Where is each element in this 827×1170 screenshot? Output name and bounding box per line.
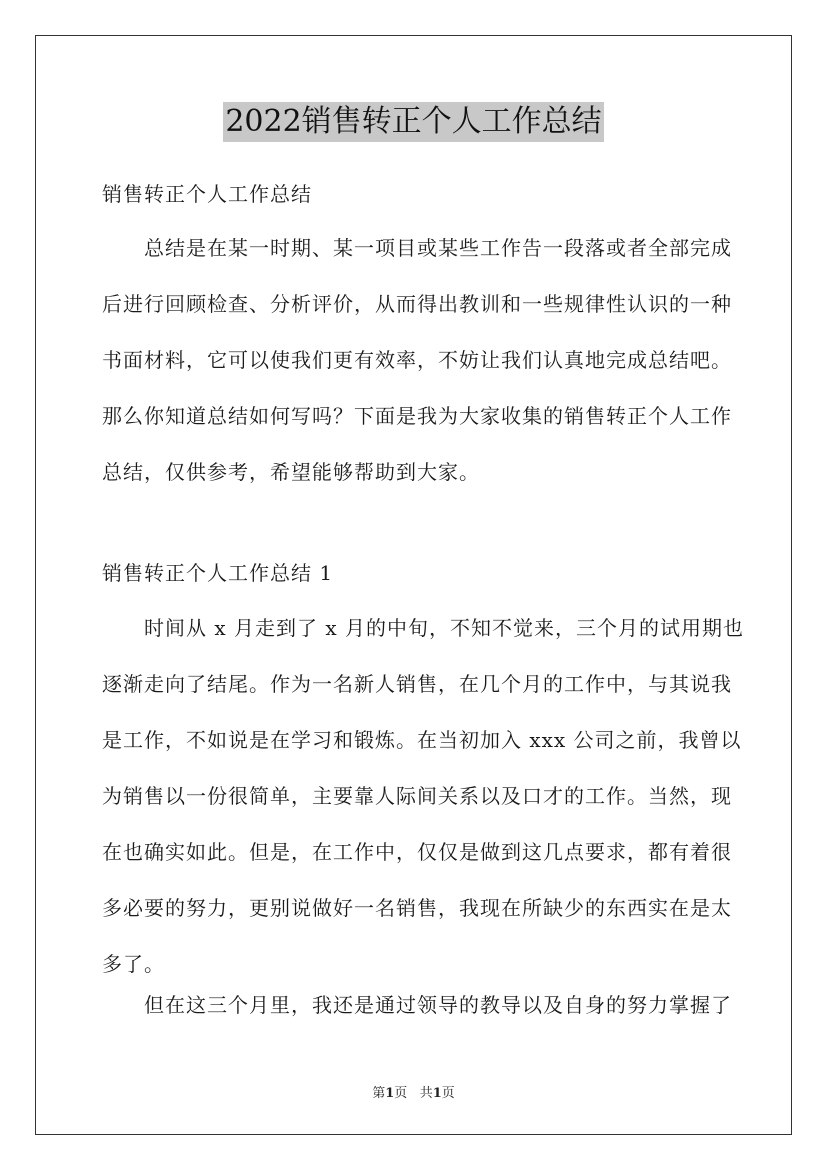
- intro-line: 后进行回顾检查、分析评价，从而得出教训和一些规律性认识的一种: [102, 292, 732, 316]
- intro-paragraph: [102, 220, 732, 500]
- document-title: 2022销售转正个人工作总结: [223, 102, 603, 142]
- section1-line: 为销售以一份很简单，主要靠人际间关系以及口才的工作。当然，现: [102, 784, 732, 808]
- section1-paragraph: [102, 600, 744, 992]
- section1-line: 是工作，不如说是在学习和锻炼。在当初加入 xxx 公司之前，我曾以: [102, 728, 742, 752]
- page-number: 1: [385, 1086, 395, 1101]
- intro-line: 书面材料，它可以使我们更有效率，不妨让我们认真地完成总结吧。: [102, 348, 732, 372]
- section1-line: 多了。: [102, 952, 165, 976]
- total-suffix: 页: [441, 1086, 455, 1101]
- page-footer: [0, 1082, 827, 1101]
- intro-line: 总结，仅供参考，希望能够帮助到大家。: [102, 460, 480, 484]
- intro-line: 那么你知道总结如何写吗？下面是我为大家收集的销售转正个人工作: [102, 404, 732, 428]
- section1-heading: 销售转正个人工作总结 1: [102, 561, 334, 585]
- page-suffix: 页: [394, 1086, 408, 1101]
- total-pages: 1: [432, 1086, 442, 1101]
- section1-line: 多必要的努力，更别说做好一名销售，我现在所缺少的东西实在是太: [102, 896, 732, 920]
- title-container: [0, 102, 827, 142]
- intro-line: 总结是在某一时期、某一项目或某些工作告一段落或者全部完成: [144, 236, 732, 260]
- section1-paragraph-2: [102, 977, 732, 1033]
- section1-line: 逐渐走向了结尾。作为一名新人销售，在几个月的工作中，与其说我: [102, 672, 732, 696]
- section1-line: 在也确实如此。但是，在工作中，仅仅是做到这几点要求，都有着很: [102, 840, 732, 864]
- section1-line: 时间从 x 月走到了 x 月的中旬，不知不觉来，三个月的试用期也: [144, 616, 744, 640]
- total-prefix: 共: [419, 1086, 433, 1101]
- page-prefix: 第: [372, 1086, 386, 1101]
- subtitle: 销售转正个人工作总结: [102, 182, 312, 206]
- section1-para2-line: 但在这三个月里，我还是通过领导的教导以及自身的努力掌握了: [144, 993, 732, 1017]
